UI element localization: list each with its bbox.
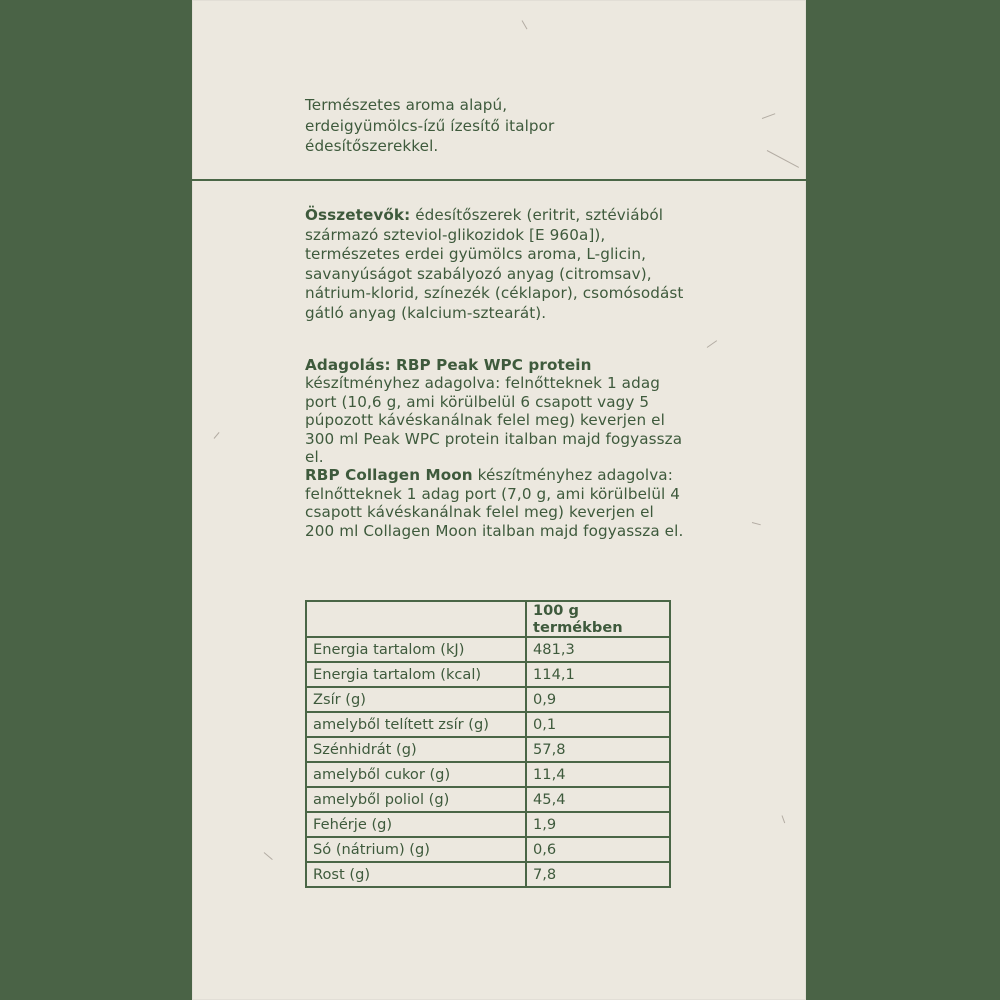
nutrient-name: amelyből telített zsír (g) <box>306 712 526 737</box>
description-line: erdeigyümölcs-ízű ízesítő italpor <box>305 116 555 135</box>
nutrient-value: 57,8 <box>526 737 670 762</box>
product-description <box>305 95 625 157</box>
nutrient-name: Rost (g) <box>306 862 526 887</box>
nutrient-value: 481,3 <box>526 637 670 662</box>
paper-fiber <box>767 150 799 168</box>
paper-fiber <box>522 20 528 29</box>
table-row <box>306 787 670 812</box>
table-row <box>306 712 670 737</box>
paper-fiber <box>782 815 786 823</box>
nutrient-value: 0,6 <box>526 837 670 862</box>
table-row <box>306 662 670 687</box>
nutrient-name: Energia tartalom (kcal) <box>306 662 526 687</box>
nutrient-value: 11,4 <box>526 762 670 787</box>
paper-fiber <box>264 852 273 860</box>
table-row <box>306 812 670 837</box>
description-line: Természetes aroma alapú, <box>305 96 508 114</box>
ingredients-text: édesítőszerek (eritrit, sztéviából származó szteviol-glikozidok [E 960a]), természetes erdei gyümölcs aroma, L-glicin, savanyúságot szabályozó anyag (citromsav), nátrium-klorid, színezék (céklapor), csomósodást gátló anyag (kalcium-sztearát). <box>305 206 684 322</box>
dosage-label: Adagolás: <box>305 356 391 374</box>
nutrient-name: Szénhidrát (g) <box>306 737 526 762</box>
nutrition-header-empty <box>306 601 526 637</box>
nutrient-value: 45,4 <box>526 787 670 812</box>
table-row <box>306 637 670 662</box>
dosage-section <box>305 356 685 540</box>
nutrient-name: amelyből cukor (g) <box>306 762 526 787</box>
dosage-product-peak: RBP Peak WPC protein <box>390 356 592 374</box>
nutrient-value: 7,8 <box>526 862 670 887</box>
paper-fiber <box>762 113 775 119</box>
nutrient-value: 0,1 <box>526 712 670 737</box>
ingredients-label: Összetevők: <box>305 206 411 224</box>
nutrition-header-per-100g: 100 g termékben <box>526 601 670 637</box>
table-row <box>306 837 670 862</box>
section-divider <box>192 179 806 181</box>
nutrient-value: 0,9 <box>526 687 670 712</box>
nutrition-header-row <box>306 601 670 637</box>
nutrient-name: amelyből poliol (g) <box>306 787 526 812</box>
table-row <box>306 737 670 762</box>
ingredients-section <box>305 206 685 323</box>
nutrient-value: 114,1 <box>526 662 670 687</box>
nutrient-name: Energia tartalom (kJ) <box>306 637 526 662</box>
description-line: édesítőszerekkel. <box>305 137 439 155</box>
dosage-text-peak: készítményhez adagolva: felnőtteknek 1 adag port (10,6 g, ami körülbelül 6 csapott vagy 5 púpozott kávéskanálnak felel meg) keverjen el 300 ml Peak WPC protein italban majd fogyassza el. <box>305 374 683 467</box>
dosage-product-collagen: RBP Collagen Moon <box>305 466 473 485</box>
nutrient-name: Fehérje (g) <box>306 812 526 837</box>
table-row <box>306 687 670 712</box>
paper-fiber <box>214 432 220 439</box>
paper-fiber <box>707 340 717 348</box>
table-row <box>306 862 670 887</box>
nutrition-table <box>305 600 671 888</box>
paper-fiber <box>752 522 761 525</box>
nutrient-value: 1,9 <box>526 812 670 837</box>
nutrient-name: Só (nátrium) (g) <box>306 837 526 862</box>
table-row <box>306 762 670 787</box>
nutrient-name: Zsír (g) <box>306 687 526 712</box>
dosage-text-collagen: készítményhez adagolva: felnőtteknek 1 adag port (7,0 g, ami körülbelül 4 csapott kávéskanálnak felel meg) keverjen el 200 ml Collagen Moon italban majd fogyassza el. <box>305 466 684 540</box>
